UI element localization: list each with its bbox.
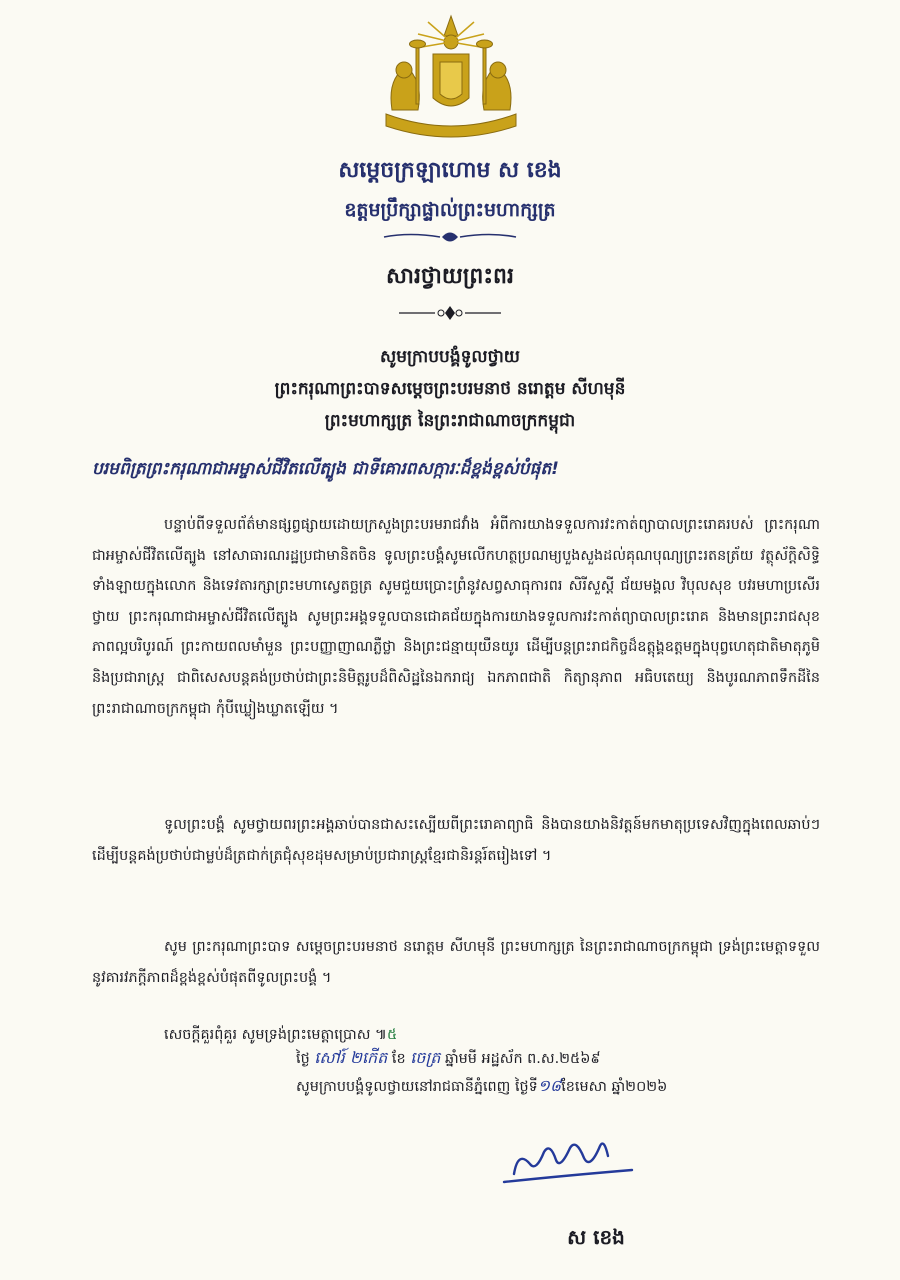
solar-date-prefix: សូមក្រាបបង្គំទូលថ្វាយនៅរាជធានីភ្នំពេញ ថ្ងៃទី — [296, 1079, 538, 1095]
ornament-divider-icon — [380, 228, 520, 246]
solar-date-line — [296, 1072, 836, 1101]
royal-coat-of-arms-icon — [378, 14, 524, 142]
letter-title: សារថ្វាយព្រះពរ — [386, 264, 514, 289]
lunar-month: ចេត្រ — [410, 1048, 441, 1067]
date-prefix: ថ្ងៃ — [296, 1051, 310, 1067]
lunar-date-line — [296, 1044, 836, 1073]
month-label: ខែ — [391, 1051, 406, 1067]
ornament-divider-icon — [395, 304, 505, 322]
sender-name: សម្តេចក្រឡាហោម ស ខេង — [338, 158, 562, 183]
address-line-2: ព្រះករុណាព្រះបាទសម្តេចព្រះបរមនាថ នរោត្តម សីហមុនី — [274, 379, 626, 399]
signature-icon — [500, 1130, 640, 1190]
closing-text: សេចក្តីគួរពុំគួរ សូមទ្រង់ព្រះមេត្តាប្រោស ៕ — [164, 1027, 387, 1043]
lunar-year: ឆ្នាំមមី អដ្ឋស័ក ព.ស.២៥៦៩ — [444, 1051, 601, 1067]
lunar-day: សៅរ៍ ២កើត — [314, 1048, 388, 1067]
body-paragraph-2: ទូលព្រះបង្គំ សូមថ្វាយពរព្រះអង្គឆាប់បានជាសះស្បើយពីព្រះរោគាព្យាធិ និងបានយាងនិវត្តន៍មកមាតុប្រទេសវិញក្នុងពេលឆាប់ៗ ដើម្បីបន្តគង់ប្រថាប់ជាម្លប់ដ៏ត្រជាក់ត្រជុំសុខដុមសម្រាប់ប្រជារាស្ត្រខ្មែរជានិរន្តរ៍តរៀងទៅ ។ — [92, 817, 820, 864]
address-line-3: ព្រះមហាក្សត្រ នៃព្រះរាជាណាចក្រកម្ពុជា — [324, 411, 576, 431]
sender-position: ឧត្តមប្រឹក្សាផ្ទាល់ព្រះមហាក្សត្រ — [344, 199, 556, 221]
handwritten-mark: ៥ — [386, 1027, 398, 1043]
salutation: បរមពិត្រព្រះករុណាជាអម្ចាស់ជីវិតលើត្បូង ជាទីគោរពសក្ការៈដ៏ខ្ពង់ខ្ពស់បំផុត! — [92, 459, 559, 479]
solar-day: ១៨ — [537, 1076, 562, 1095]
body-paragraph-3: សូម ព្រះករុណាព្រះបាទ សម្តេចព្រះបរមនាថ នរោត្តម សីហមុនី ព្រះមហាក្សត្រ នៃព្រះរាជាណាចក្រកម្ពុជា ទ្រង់ព្រះមេត្តាទទួលនូវគារវភក្តីភាពដ៏ខ្ពង់ខ្ពស់បំផុតពីទូលព្រះបង្គំ ។ — [92, 939, 820, 986]
solar-date-suffix: ខែមេសា ឆ្នាំ២០២៦ — [561, 1079, 668, 1095]
address-line-1: សូមក្រាបបង្គំទូលថ្វាយ — [380, 347, 520, 367]
signatory-name: ស ខេង — [567, 1225, 625, 1249]
body-paragraph-1: បន្ទាប់ពីទទួលព័ត៌មានផ្សព្វផ្សាយដោយក្រសួងព្រះបរមរាជវាំង អំពីការយាងទទួលការវះកាត់ព្យាបាលព្រះរោគរបស់ ព្រះករុណាជាអម្ចាស់ជីវិតលើត្បូង នៅសាធារណរដ្ឋប្រជាមានិតចិន ទូលព្រះបង្គំសូមលើកហត្ថប្រណម្យបួងសួងដល់គុណបុណ្យព្រះរតនត្រ័យ វត្ថុស័ក្តិសិទ្ធិទាំងឡាយក្នុងលោក និងទេវតារក្សាព្រះមហាស្វេតច្ឆត្រ សូមជួយប្រោះព្រំនូវសព្វសាធុការពរ សិរីសួស្តី ជ័យមង្គល វិបុលសុខ បវរមហាប្រសើរថ្វាយ ព្រះករុណាជាអម្ចាស់ជីវិតលើត្បូង សូមព្រះអង្គទទួលបានជោគជ័យក្នុងការយាងទទួលការវះកាត់ព្យាបាលព្រះរោគ និងមានព្រះរាជសុខភាពល្អបរិបូរណ៍ ព្រះកាយពលមាំមួន ព្រះបញ្ញាញាណភ្លឺថ្លា និងព្រះជន្មាយុយឺនយូរ ដើម្បីបន្តព្រះរាជកិច្ចដ៏ឧត្តុង្គឧត្តមក្នុងបុព្វហេតុជាតិមាតុភូមិ និងប្រជារាស្ត្រ ជាពិសេសបន្តគង់ប្រថាប់ជាព្រះនិមិត្តរូបដ៏ពិសិដ្ឋនៃឯករាជ្យ ឯកភាពជាតិ កិត្យានុភាព អធិបតេយ្យ និងបូរណភាពទឹកដីនៃព្រះរាជាណាចក្រកម្ពុជា កុំបីឃ្លៀងឃ្លាតឡើយ ។ — [92, 517, 820, 717]
